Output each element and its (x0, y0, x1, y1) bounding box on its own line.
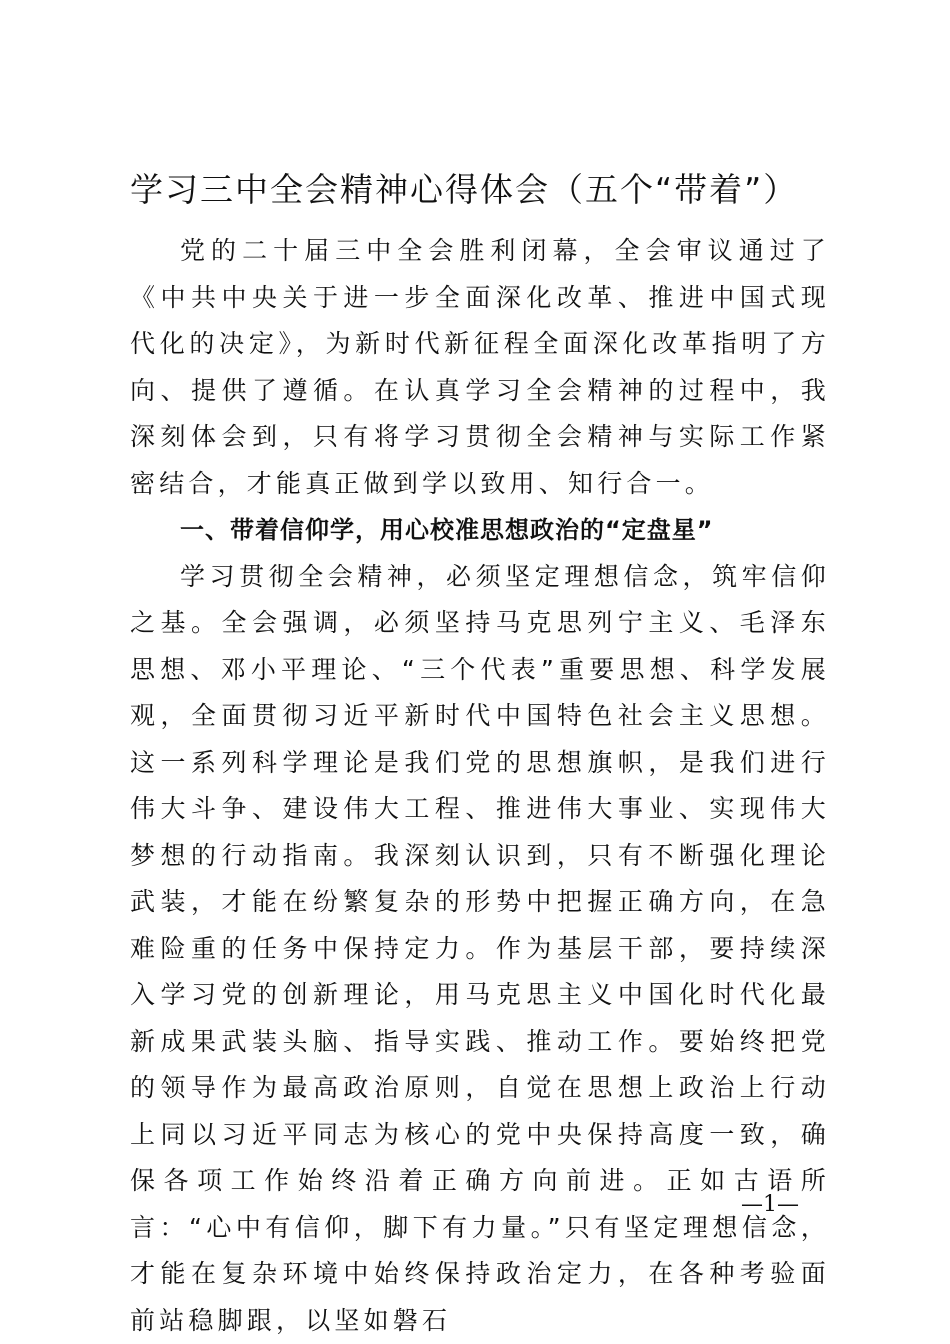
intro-paragraph: 党的二十届三中全会胜利闭幕，全会审议通过了《中共中央关于进一步全面深化改革、推进中国式现代化的决定》，为新时代新征程全面深化改革指明了方向、提供了遵循。在认真学习全会精神的过程中，我深刻体会到，只有将学习贯彻全会精神与实际工作紧密结合，才能真正做到学以致用、知行合一。 (130, 236, 830, 498)
section-heading: 一、带着信仰学，用心校准思想政治的“定盘星” (180, 516, 714, 544)
document-body (130, 228, 830, 1344)
section-paragraph: 学习贯彻全会精神，必须坚定理想信念，筑牢信仰之基。全会强调，必须坚持马克思列宁主义、毛泽东思想、邓小平理论、“三个代表”重要思想、科学发展观，全面贯彻习近平新时代中国特色社会主义思想。这一系列科学理论是我们党的思想旗帜，是我们进行伟大斗争、建设伟大工程、推进伟大事业、实现伟大梦想的行动指南。我深刻认识到，只有不断强化理论武装，才能在纷繁复杂的形势中把握正确方向，在急难险重的任务中保持定力。作为基层干部，要持续深入学习党的创新理论，用马克思主义中国化时代化最新成果武装头脑、指导实践、推动工作。要始终把党的领导作为最高政治原则，自觉在思想上政治上行动上同以习近平同志为核心的党中央保持高度一致，确保各项工作始终沿着正确方向前进。正如古语所言：“心中有信仰，脚下有力量。”只有坚定理想信念，才能在复杂环境中始终保持政治定力，在各种考验面前站稳脚跟，以坚如磐石 (130, 561, 830, 1335)
document-title: 学习三中全会精神心得体会（五个“带着”） (130, 170, 799, 209)
page-number: —1— (741, 1192, 799, 1217)
